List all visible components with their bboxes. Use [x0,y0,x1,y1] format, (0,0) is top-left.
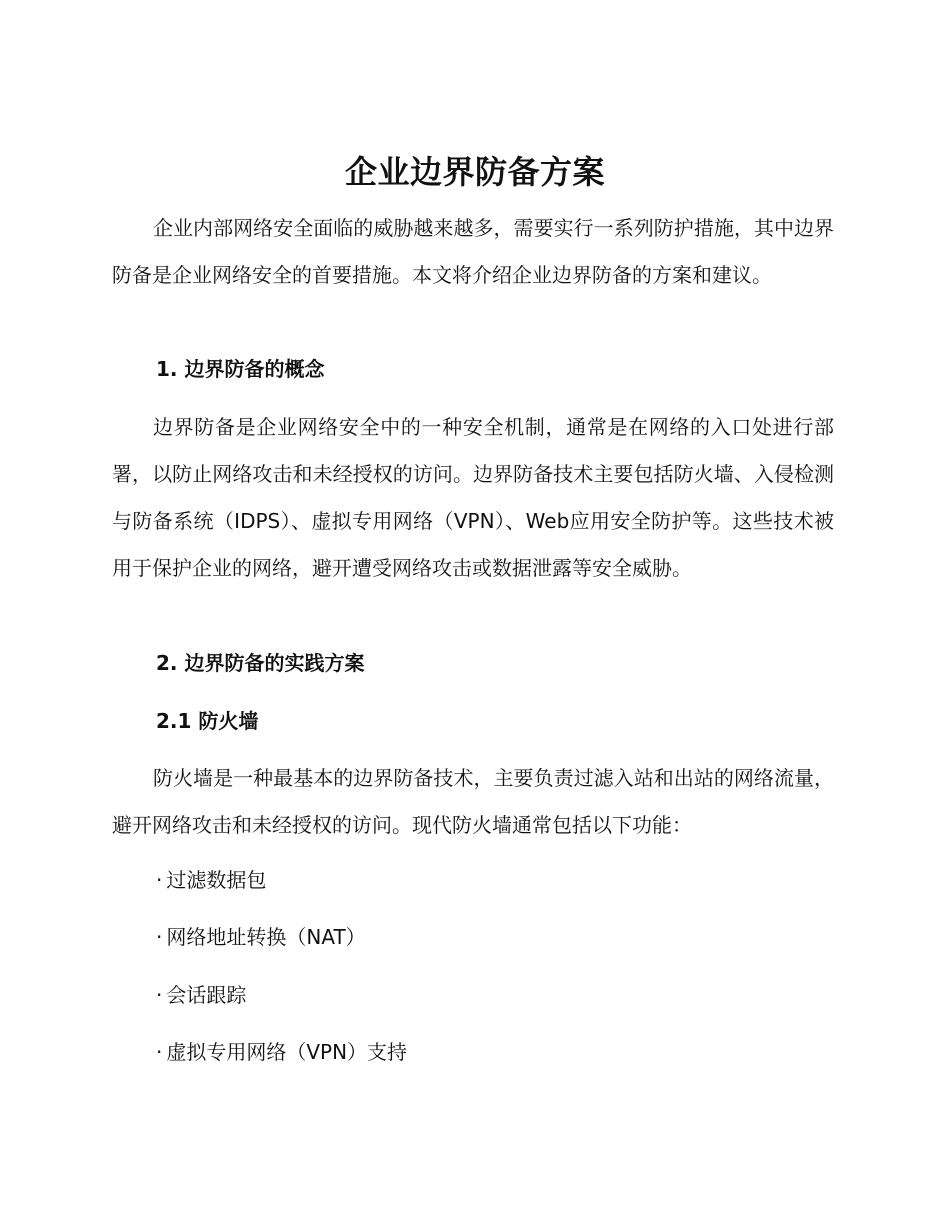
list-item-text: 虚拟专用网络（VPN）支持 [166,1040,408,1064]
list-item-text: 过滤数据包 [166,868,267,892]
list-item [156,922,366,952]
bullet-marker: · [156,868,163,892]
section-2-1-heading: 2.1 防火墙 [156,709,259,733]
list-item [156,865,266,895]
bullet-marker: · [156,983,163,1007]
bullet-marker: · [156,1040,163,1064]
intro-paragraph: 企业内部网络安全面临的威胁越来越多，需要实行一系列防护措施，其中边界防备是企业网络安全的首要措施。本文将介绍企业边界防备的方案和建议。 [112,216,834,287]
section-2-heading: 2. 边界防备的实践方案 [156,651,365,675]
document-title: 企业边界防备方案 [344,153,605,191]
bullet-marker: · [156,925,163,949]
section-1-heading: 1. 边界防备的概念 [156,357,325,381]
section-2-1-paragraph: 防火墙是一种最基本的边界防备技术，主要负责过滤入站和出站的网络流量，避开网络攻击和未经授权的访问。现代防火墙通常包括以下功能： [112,766,834,837]
list-item [156,980,246,1010]
list-item-text: 网络地址转换（NAT） [166,925,366,949]
section-1-paragraph: 边界防备是企业网络安全中的一种安全机制，通常是在网络的入口处进行部署，以防止网络攻击和未经授权的访问。边界防备技术主要包括防火墙、入侵检测与防备系统（IDPS）、虚拟专用网络（VPN）、Web应用安全防护等。这些技术被用于保护企业的网络，避开遭受网络攻击或数据泄露等安全威胁。 [112,415,834,580]
list-item [156,1037,407,1067]
list-item-text: 会话跟踪 [166,983,247,1007]
